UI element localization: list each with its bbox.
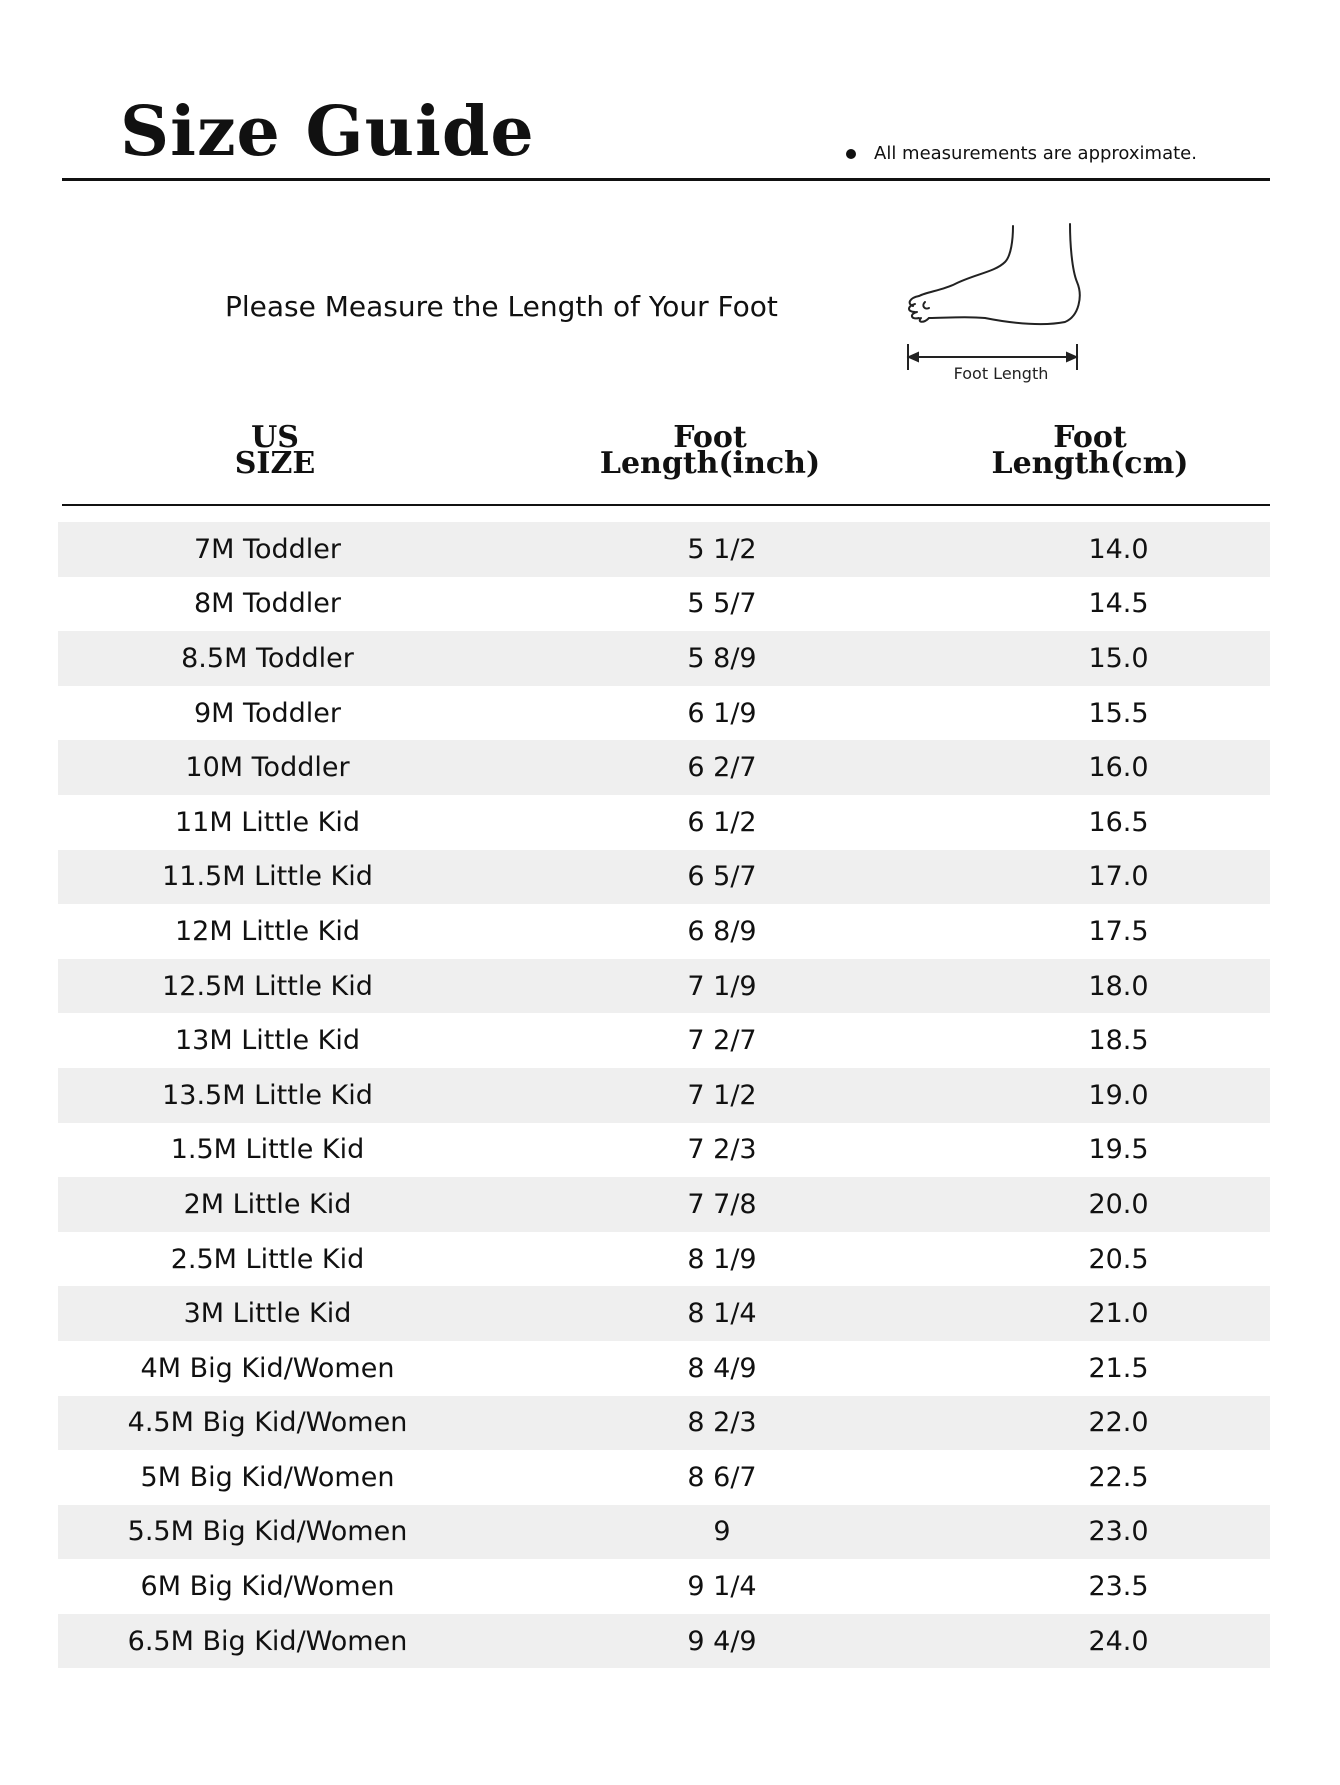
size-cell: 5.5M Big Kid/Women xyxy=(127,1516,408,1548)
cm-cell: 24.0 xyxy=(1088,1625,1149,1657)
bullet-icon xyxy=(846,149,856,159)
size-cell: 7M Toddler xyxy=(194,533,341,565)
size-cell: 2.5M Little Kid xyxy=(170,1243,365,1275)
inch-cell: 7 1/9 xyxy=(687,970,757,1002)
cm-cell: 23.5 xyxy=(1088,1571,1149,1603)
table-header-divider xyxy=(62,504,1270,506)
size-cell: 13M Little Kid xyxy=(175,1025,360,1057)
cm-cell: 14.5 xyxy=(1088,588,1149,620)
inch-cell: 6 8/9 xyxy=(687,915,757,947)
cm-cell: 22.0 xyxy=(1088,1407,1149,1439)
table-row xyxy=(58,1614,1270,1669)
size-cell: 9M Toddler xyxy=(194,697,341,729)
size-cell: 6M Big Kid/Women xyxy=(140,1571,395,1603)
size-cell: 13.5M Little Kid xyxy=(162,1079,373,1111)
cm-cell: 19.0 xyxy=(1088,1079,1149,1111)
inch-cell: 7 2/3 xyxy=(687,1134,757,1166)
approximate-note xyxy=(874,143,1197,164)
inch-cell: 7 1/2 xyxy=(687,1079,757,1111)
table-row xyxy=(58,795,1270,850)
table-row xyxy=(58,631,1270,686)
column-header-cm: Foot Length(cm) xyxy=(991,420,1189,481)
table-row xyxy=(58,1450,1270,1505)
size-table xyxy=(58,522,1270,1668)
cm-cell: 17.5 xyxy=(1088,915,1149,947)
size-cell: 1.5M Little Kid xyxy=(170,1134,365,1166)
cm-cell: 21.5 xyxy=(1088,1352,1149,1384)
size-cell: 4M Big Kid/Women xyxy=(140,1352,395,1384)
table-row xyxy=(58,904,1270,959)
measure-instruction: Please Measure the Length of Your Foot xyxy=(225,290,778,323)
cm-cell: 16.0 xyxy=(1088,752,1149,784)
cm-cell: 23.0 xyxy=(1088,1516,1149,1548)
header-divider xyxy=(62,178,1270,181)
table-row xyxy=(58,1505,1270,1560)
table-row xyxy=(58,1232,1270,1287)
note-text: All measurements are approximate. xyxy=(874,143,1197,164)
page-title: Size Guide xyxy=(120,92,535,172)
table-row xyxy=(58,959,1270,1014)
inch-cell: 9 1/4 xyxy=(687,1571,757,1603)
size-cell: 3M Little Kid xyxy=(183,1298,352,1330)
size-cell: 12.5M Little Kid xyxy=(162,970,373,1002)
size-cell: 6.5M Big Kid/Women xyxy=(127,1625,408,1657)
size-cell: 4.5M Big Kid/Women xyxy=(127,1407,408,1439)
size-cell: 5M Big Kid/Women xyxy=(140,1461,395,1493)
inch-cell: 7 7/8 xyxy=(687,1188,757,1220)
cm-cell: 20.5 xyxy=(1088,1243,1149,1275)
cm-cell: 22.5 xyxy=(1088,1461,1149,1493)
table-row xyxy=(58,1286,1270,1341)
cm-cell: 18.5 xyxy=(1088,1025,1149,1057)
table-row xyxy=(58,522,1270,577)
cm-cell: 15.5 xyxy=(1088,697,1149,729)
column-header-us-size: US SIZE xyxy=(234,420,316,481)
inch-cell: 8 6/7 xyxy=(687,1461,757,1493)
table-row xyxy=(58,1177,1270,1232)
cm-cell: 14.0 xyxy=(1088,533,1149,565)
cm-cell: 20.0 xyxy=(1088,1188,1149,1220)
size-cell: 11.5M Little Kid xyxy=(162,861,373,893)
cm-cell: 21.0 xyxy=(1088,1298,1149,1330)
foot-length-diagram xyxy=(905,220,1095,385)
inch-cell: 8 2/3 xyxy=(687,1407,757,1439)
inch-cell: 6 1/2 xyxy=(687,806,757,838)
inch-cell: 8 1/4 xyxy=(687,1298,757,1330)
cm-cell: 18.0 xyxy=(1088,970,1149,1002)
cm-cell: 17.0 xyxy=(1088,861,1149,893)
inch-cell: 5 8/9 xyxy=(687,642,757,674)
table-row xyxy=(58,850,1270,905)
size-cell: 10M Toddler xyxy=(185,752,350,784)
size-cell: 8.5M Toddler xyxy=(181,642,354,674)
table-row xyxy=(58,1068,1270,1123)
foot-icon xyxy=(909,224,1080,324)
size-cell: 12M Little Kid xyxy=(175,915,360,947)
table-row xyxy=(58,740,1270,795)
inch-cell: 6 2/7 xyxy=(687,752,757,784)
foot-length-label: Foot Length xyxy=(953,364,1049,383)
inch-cell: 9 xyxy=(713,1516,731,1548)
size-cell: 8M Toddler xyxy=(194,588,341,620)
cm-cell: 19.5 xyxy=(1088,1134,1149,1166)
inch-cell: 6 5/7 xyxy=(687,861,757,893)
inch-cell: 5 5/7 xyxy=(687,588,757,620)
inch-cell: 9 4/9 xyxy=(687,1625,757,1657)
table-row xyxy=(58,1013,1270,1068)
table-row xyxy=(58,1341,1270,1396)
inch-cell: 8 4/9 xyxy=(687,1352,757,1384)
cm-cell: 16.5 xyxy=(1088,806,1149,838)
table-row xyxy=(58,1396,1270,1451)
inch-cell: 6 1/9 xyxy=(687,697,757,729)
size-cell: 11M Little Kid xyxy=(175,806,360,838)
table-row xyxy=(58,577,1270,632)
inch-cell: 7 2/7 xyxy=(687,1025,757,1057)
size-cell: 2M Little Kid xyxy=(183,1188,352,1220)
table-row xyxy=(58,1559,1270,1614)
inch-cell: 5 1/2 xyxy=(687,533,757,565)
cm-cell: 15.0 xyxy=(1088,642,1149,674)
table-row xyxy=(58,1123,1270,1178)
inch-cell: 8 1/9 xyxy=(687,1243,757,1275)
column-header-inch: Foot Length(inch) xyxy=(599,420,821,481)
table-row xyxy=(58,686,1270,741)
